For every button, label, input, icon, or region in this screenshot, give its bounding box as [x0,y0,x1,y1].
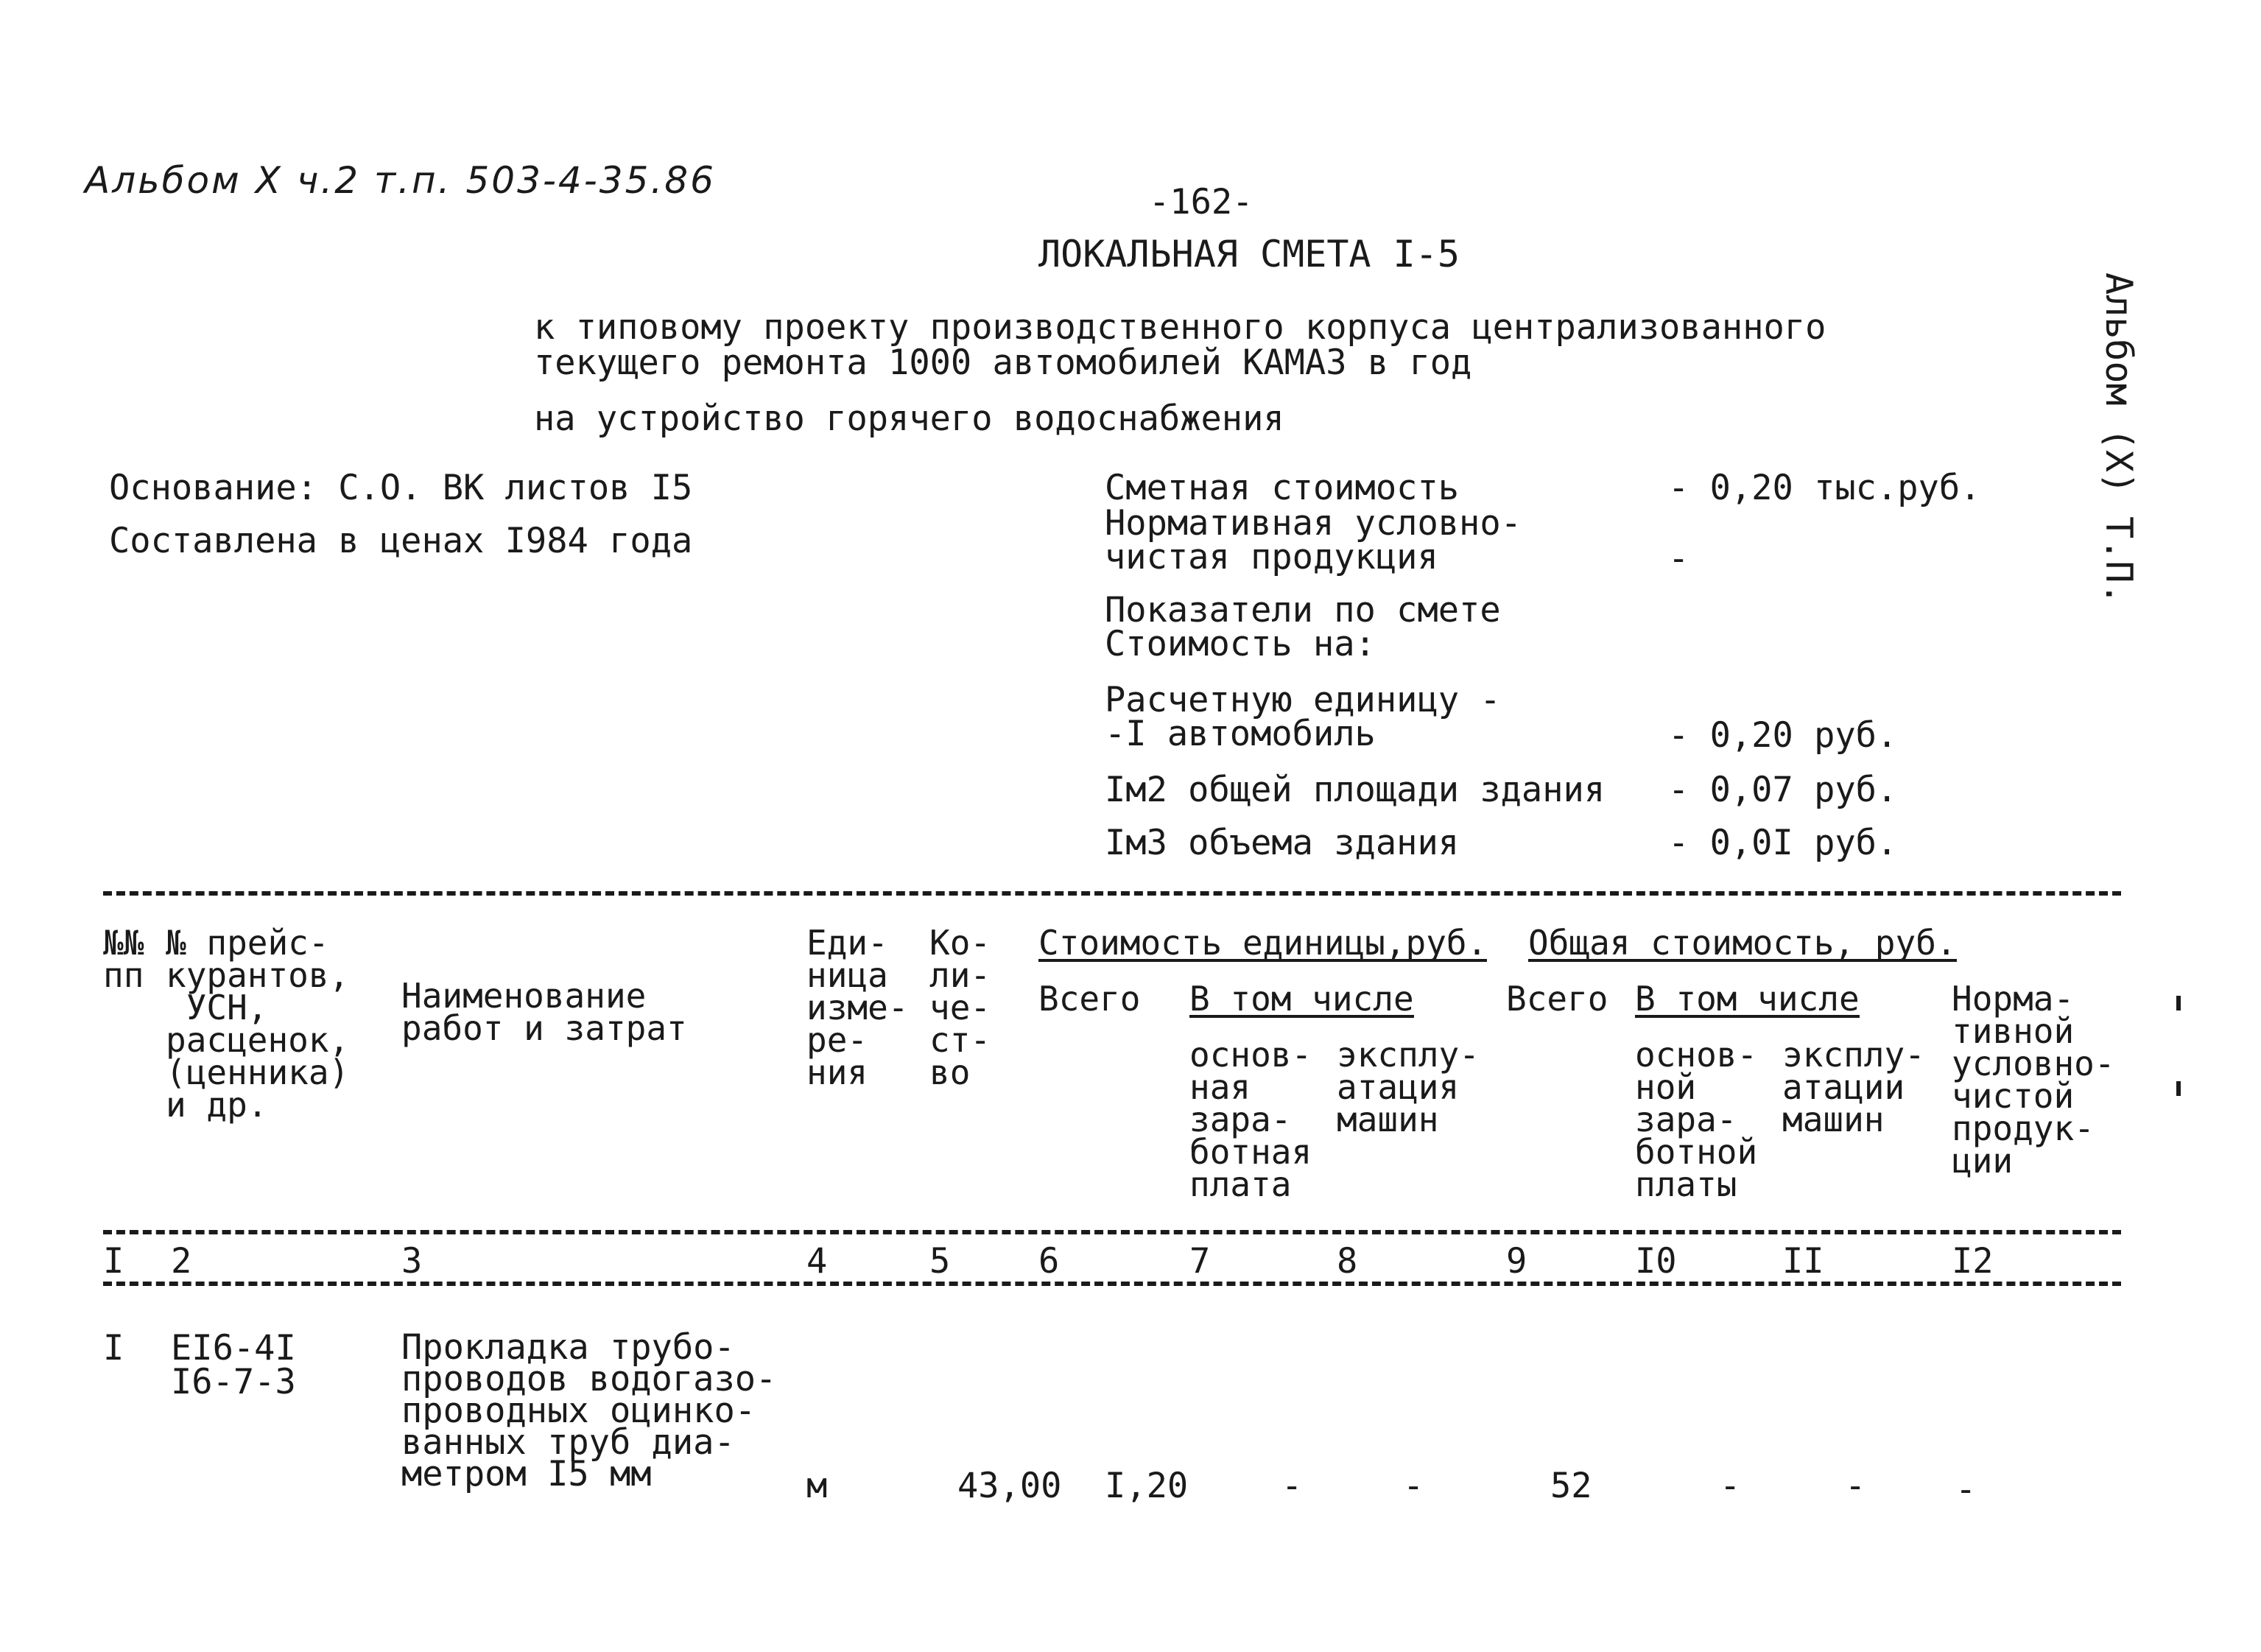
header-total-incl: В том числе [1635,979,1860,1019]
summary-value-volume: - 0,0I руб. [1668,823,1898,863]
column-number-1: I [103,1241,124,1282]
row-total-wages: - [1720,1466,1741,1506]
header-unit-cost-group: Стоимость единицы,руб. [1038,923,1488,963]
side-album-label: Альбом (X) Т.П. [2098,273,2140,605]
summary-label-area: Iм2 общей площади здания [1105,770,1606,810]
column-number-11: II [1782,1241,1824,1282]
header-unit: Еди- ница изме- ре- ния [806,923,909,1092]
column-number-6: 6 [1038,1241,1060,1282]
row-total: 52 [1550,1466,1592,1506]
header-price-code: № прейс- курантов, УСН, расценок, (ценника) и др. [166,923,350,1125]
summary-label-cost: Сметная стоимость [1105,468,1460,508]
column-number-12: I2 [1952,1241,1994,1282]
header-work-name: Наименование работ и затрат [401,976,687,1048]
header-net-product: Норма- тивной условно- чистой продук- ции [1952,979,2115,1181]
column-number-3: 3 [401,1241,423,1282]
margin-tick-1 [2176,996,2181,1010]
header-total-machines: эксплу- атации машин [1782,1035,1925,1139]
header-bottom-rule [103,1230,2121,1234]
subtitle-line-3: на устройство горячего водоснабжения [534,398,1284,439]
header-unit-incl: В том числе [1189,979,1414,1019]
column-number-4: 4 [806,1241,828,1282]
header-unit-total: Всего [1038,979,1141,1019]
column-number-7: 7 [1189,1241,1211,1282]
basis-line-2: Составлена в ценах I984 года [109,521,693,561]
header-total-wages: основ- ной зара- ботной платы [1635,1035,1758,1204]
header-total-cost-group: Общая стоимость, руб. [1528,923,1957,963]
row-net-product: - [1955,1469,1977,1510]
summary-label-unit: Расчетную единицу - -I автомобиль [1105,680,1501,754]
column-number-5: 5 [929,1241,951,1282]
column-number-10: I0 [1635,1241,1677,1282]
page-number: -162- [1149,182,1253,222]
header-unit-wages: основ- ная зара- ботная плата [1189,1035,1312,1204]
margin-tick-2 [2176,1081,2181,1096]
row-unit-machines: - [1403,1466,1424,1506]
page-title: ЛОКАЛЬНАЯ СМЕТА I-5 [1038,233,1460,275]
subtitle-line-2: текущего ремонта 1000 автомобилей КАМАЗ в год [534,342,1472,383]
table-top-rule [103,891,2121,896]
row-unit-total: I,20 [1105,1466,1189,1506]
header-item-number: №№ пп [103,923,144,995]
summary-label-indicators: Показатели по смете Стоимость на: [1105,590,1501,664]
summary-value-cost: - 0,20 тыс.руб. [1668,468,1981,508]
row-number: I [103,1328,124,1368]
summary-value-area: - 0,07 руб. [1668,770,1898,810]
column-number-9: 9 [1506,1241,1527,1282]
handwritten-album-note: Альбом X ч.2 т.п. 503-4-35.86 [85,159,716,202]
summary-value-unit: - 0,20 руб. [1668,715,1898,756]
header-unit-machines: эксплу- атация машин [1337,1035,1480,1139]
row-quantity: 43,00 [957,1466,1062,1506]
row-unit-wages: - [1281,1466,1303,1506]
summary-label-volume: Iм3 объема здания [1105,823,1460,863]
column-number-2: 2 [171,1241,192,1282]
summary-value-net-product: - [1668,538,1689,579]
row-work-name: Прокладка трубо- проводов водогазо- проводных оцинко- ванных труб диа- метром I5 мм [401,1327,777,1494]
column-number-8: 8 [1337,1241,1358,1282]
summary-label-net-product: Нормативная условно- чистая продукция [1105,503,1522,577]
subtitle-line-1: к типовому проекту производственного корпуса централизованного [534,307,1826,348]
row-price-code: EI6-4I I6-7-3 [171,1328,296,1402]
row-total-machines: - [1845,1466,1866,1506]
header-quantity: Ко- ли- че- ст- во [929,923,991,1092]
header-total: Всего [1506,979,1608,1019]
row-unit: м [806,1466,828,1506]
column-numbers-rule [103,1282,2121,1286]
basis-line-1: Основание: С.О. ВК листов I5 [109,468,693,508]
